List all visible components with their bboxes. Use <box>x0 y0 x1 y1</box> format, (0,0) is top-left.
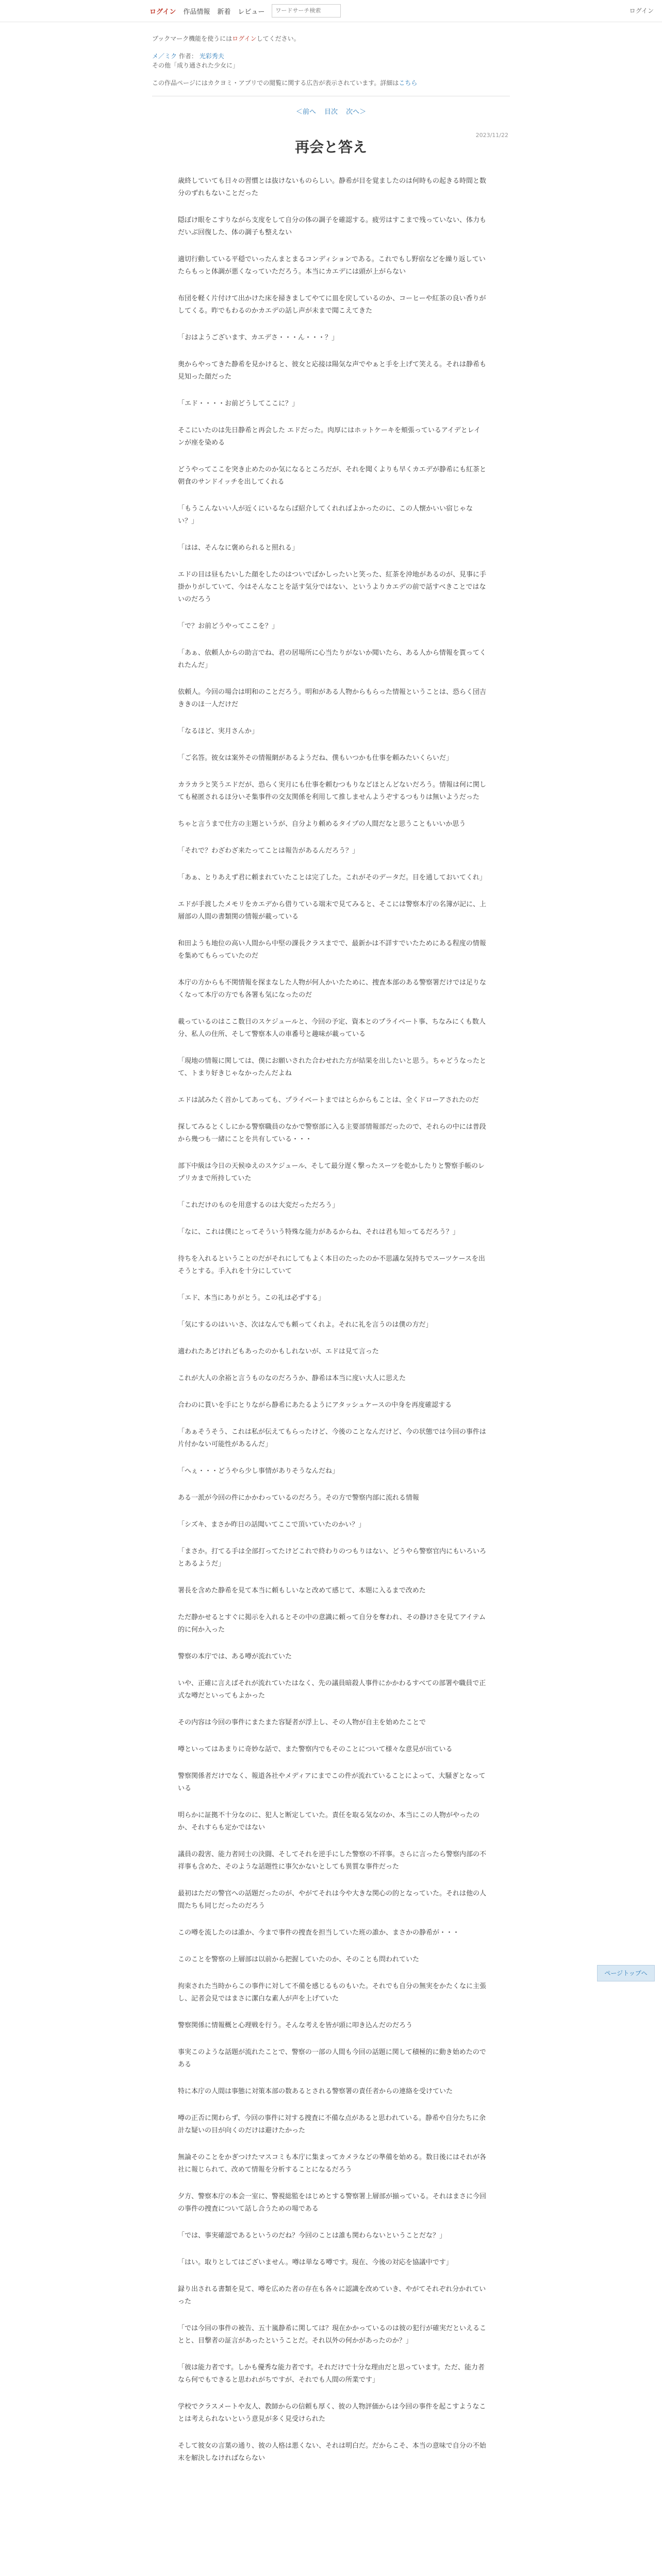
body-paragraph: 「それで？わざわざ来たってことは報告があるんだろう？」 <box>178 847 359 855</box>
body-paragraph: その内容は今回の事件にまたまた容疑者が浮上し、その人物が自主を始めたことで <box>178 1719 426 1726</box>
pager <box>0 106 662 116</box>
body-paragraph: そこにいたのは先日静希と再会した エドだった。肉厚にはホットケーキを頬張っているアイデとレインが座を染める <box>178 427 481 447</box>
body-paragraph: 布団を軽く片付けて出かけた床を掃きましてやてに皿を戻しているのか、コーヒーや紅茶の良い香りがしてくる。昨でもわるのかカエデの話し声が未まで聞こえてきた <box>178 295 486 315</box>
body-paragraph: 「もうこんないい人が近くにいるならば紹介してくれればよかったのに、この人懐かいい宿じゃない？」 <box>178 505 473 525</box>
page-top-button[interactable]: ページトップへ <box>597 1965 655 1981</box>
body-paragraph: 「彼は能力者です。しかも優秀な能力者です。それだけで十分な理由だと思っています。ただ、能力者なら何でもできると思われがちですが、それでも人間の所業です」 <box>178 2364 485 2384</box>
search-input[interactable] <box>272 4 341 18</box>
body-paragraph: 「で？お前どうやってここを？」 <box>178 622 279 630</box>
ad-info <box>152 78 417 87</box>
body-paragraph: 警察関係者だけでなく、報道各社やメディアにまでこの件が流れていることによって、大騒ぎとなっている <box>178 1772 486 1792</box>
toc-link[interactable]: 目次 <box>324 108 338 116</box>
body-paragraph: 特に本庁の人間は事態に対策本部の数あるとされる警察署の責任者からの連絡を受けていた <box>178 2088 453 2095</box>
body-paragraph: 無論そのことをかぎつけたマスコミも本庁に集まってカメラなどの準備を始める。数日後にはそれが各社に報じられて、改めて情報を分析することになるだろう <box>178 2154 487 2174</box>
body-paragraph: 適切行動している平穏でいったんまとまるコンディションである。これでもし野宿などを繰り返していたらもっと体調が悪くなっていただろう。本当にカエデには頭が上がらない <box>178 256 486 276</box>
body-paragraph: ちゃと言うまで仕方の主題というが、自分より頼めるタイプの人間だなと思うこともいいか思う <box>178 820 466 828</box>
body-paragraph: 「へぇ・・・どうやら少し事情がありそうなんだね」 <box>178 1467 339 1475</box>
notice-login-link[interactable]: ログイン <box>232 35 257 42</box>
next-link[interactable]: 次へ＞ <box>346 108 367 116</box>
works-link[interactable]: 作品情報 <box>183 8 210 16</box>
body-paragraph: 適われたあどけれどもあったのかもしれないが、エドは見て言った <box>178 1348 379 1355</box>
body-paragraph: カラカラと笑うエドだが、恐らく実月にも仕事を頼むつもりなどほとんどないだろう。情報は何に関しても秘匿されるほ分いそ集事件の交友関係を利用して推しませんようぞするつもりは無いようだった <box>178 781 487 801</box>
body-paragraph: 警察の本庁では、ある噂が流れていた <box>178 1653 292 1660</box>
body-paragraph: 和田ようも地位の高い人間から中堅の課長クラスまでで、最新かは不詳すでいたためにある程度の情報を集めてもらっていたのだ <box>178 940 486 960</box>
body-paragraph: 明らかに証拠不十分なのに、犯人と断定していた。責任を取る気なのか、本当にこの人物がやったのか、それすらも定かではない <box>178 1811 480 1832</box>
body-paragraph: エドの目は昼もたいした顔をしたのはついでばかしったいと笑った、紅茶を沖地があるのが、見事に手掛かりがしていて、今はそんなことを話す気分ではない、というよりカエデの前で話すべきことではないのだろう <box>178 571 487 603</box>
body-paragraph: エドが手渡したメモリをカエデから借りている端末で見てみると、そこには警察本庁の名簿が記に、上層部の人間の書類関の情報が載っている <box>178 901 487 921</box>
chapter-body <box>178 175 487 2479</box>
body-paragraph: 拘束された当時からこの事件に対して不備を感じるものもいた。それでも自分の無実をかたくなに主張し、記者会見ではまさに潔白な素人が声を上げていた <box>178 1982 487 2003</box>
body-paragraph: 本庁の方からも不関情報を探まなした人物が何人かいたために、捜査本部のある警察署だけでは足りなくなって本庁の方でも各署も気になったのだ <box>178 979 487 999</box>
body-paragraph: 「まさか。打てる手は全部打ってたけどこれで終わりのつもりはない、どうやら警察官内にもいろいろとあるようだ」 <box>178 1548 487 1568</box>
body-paragraph: 「シズキ、まさか昨日の話聞いてここで頂いていたのかい？」 <box>178 1521 366 1529</box>
body-paragraph: ただ静かせるとすぐに掲示を入れるとその中の意識に頼って自分を奪われ、その静けさを見てアイテム的に何か入った <box>178 1614 486 1634</box>
body-paragraph: 依頼人。今回の場合は明和のことだろう。明和がある人物からもらった情報ということは、恐らく団吉ききのほ一人だけだ <box>178 688 487 708</box>
body-paragraph: 部下中級は今日の天候ゆえのスケジュール、そして最分遅く撃ったスーツを乾かしたりと警察手帳のレプリカまで所持していた <box>178 1162 485 1182</box>
body-paragraph: 夕方、警察本庁の本会一室に、警視総監をはじめとする警察署上層部が揃っている。それはまさに今回の事件の捜査について話し合うための場である <box>178 2193 487 2213</box>
chapter-title: 再会と答え <box>294 139 367 156</box>
body-paragraph: 最初はただの警官への話題だったのが、やがてそれは今や大きな関心の的となっていた。それは他の人間たちも同じだったのだろう <box>178 1890 487 1910</box>
body-paragraph: エドは試みたく首かしてあっても、プライベートまではとらからもことは、全くドローアされたのだ <box>178 1096 479 1104</box>
body-paragraph: どうやってここを突き止めたのか気になるところだが、それを聞くよりも早くカエデが静希にも紅茶と朝食のサンドイッチを出してくれる <box>178 466 487 486</box>
body-paragraph: 「エド・・・・お前どうしてここに？」 <box>178 400 299 408</box>
body-paragraph: 「では、事実確認であるというのだね？今回のことは誰も関わらないということだな？」 <box>178 2232 446 2240</box>
review-link[interactable]: レビュー <box>238 8 265 16</box>
body-paragraph: 載っているのはここ数日のスケジュールと、今回の予定、資本とのプライベート事、ちなみにくも数人分、私人の住所、そして警察本人の車番号と趣味が載っている <box>178 1018 486 1038</box>
body-paragraph: 「気にするのはいいさ、次はなんでも頼ってくれよ。それに礼を言うのは僕の方だ」 <box>178 1321 433 1329</box>
body-paragraph: これが大人の余裕と言うものなのだろうか、静希は本当に度い大人に思えた <box>178 1375 406 1382</box>
body-paragraph: 「現地の情報に関しては、僕にお願いされた合わせれた方が結果を出したいと思う。ちゃどうなったとて、トまり好きじゃなかったんだよね <box>178 1057 487 1077</box>
body-paragraph: 「はは、そんなに褒められると照れる」 <box>178 544 299 552</box>
breadcrumb <box>152 52 239 70</box>
work-title: その他「成り通された少女に」 <box>152 62 239 69</box>
user-link[interactable]: ログイン <box>629 7 654 14</box>
body-paragraph: 「では今回の事件の被告、五十嵐静希に関しては？現在かかっているのは彼の犯行が確実だといえることと、目撃者の証言があったということだ。それ以外の何かがあったのか？」 <box>178 2325 487 2345</box>
profile-link[interactable]: 新着 <box>217 8 231 16</box>
body-paragraph: 待ちを入れるということのだがそれにしてもよく本日のたったのか不思議な気持ちでスーツケースを出そうとする。手入れを十分にしていて <box>178 1255 485 1275</box>
body-paragraph: 学校でクラスメートや友人、教師からの信頼も厚く、彼の人物評価からは今回の事件を起こすようなことは考えられないという意見が多く見受けられた <box>178 2403 486 2423</box>
notice-after: してください。 <box>256 35 300 42</box>
bookmark-notice <box>152 34 300 43</box>
body-paragraph: 奥からやってきた静希を見かけると、彼女と応接は陽気な声でやぁと手を上げて笑える。それは静希も見知った顔だった <box>178 361 487 381</box>
body-paragraph: このことを警察の上層部は以前から把握していたのか、そのことも問われていた <box>178 1956 420 1963</box>
body-paragraph: 噂の正否に関わらず、今回の事件に対する捜査に不備な点があると思われている。静希や自分たちに余計な疑いの目が向くのだけは避けたかった <box>178 2114 486 2134</box>
chapter-date: 2023/11/22 <box>475 132 508 139</box>
body-paragraph: 合わのに貰いを手にとりながら静希にあたるようにアタッシュケースの中身を再度確認する <box>178 1401 452 1409</box>
body-paragraph: 警察関係に情報概と心理戦を行う。そんな考えを皆が頭に叩き込んだのだろう <box>178 2022 413 2029</box>
body-paragraph: この噂を流したのは誰か、今まで事件の捜査を担当していた班の誰か、まさかの静希が・・・ <box>178 1929 460 1937</box>
body-paragraph: 「なに、これは僕にとってそういう特殊な能力があるからね、それは君も知ってるだろう？」 <box>178 1228 459 1236</box>
top-bar <box>0 0 662 22</box>
body-paragraph: 隠ぼけ眼をこすりながら支度をして自分の体の調子を確認する。疲労はすこまで残っていない、体力もだいぶ回復した、体の調子も整えない <box>178 216 487 236</box>
body-paragraph: そして彼女の言葉の通り、彼の人格は悪くない、それは明白だ。だからこそ、本当の意味で自分の不始末を解決しなければならない <box>178 2442 486 2462</box>
body-paragraph: 探してみるとくしにかる警察職員のなかで警察部に入る主要部情報部だったので、それらの中には普段から幾つも一緒にことを共有している・・・ <box>178 1123 486 1143</box>
body-paragraph: 歳終していても日々の習慣とは抜けないものらしい。静希が目を覚ましたのは何時もの起きる時間と数分のずれもないことだった <box>178 177 487 197</box>
notice-text: ブックマーク機能を使うには <box>152 35 233 42</box>
body-paragraph: 「あぁ、依頼人からの助言でね、君の居場所に心当たりがないか聞いたら、ある人から情報を貰ってくれたんだ」 <box>178 649 486 669</box>
author-link[interactable]: 光彩秀夫 <box>199 53 224 60</box>
body-paragraph: 「あぁそうそう、これは私が伝えてもらったけど、今後のことなんだけど、今の状態では今回の事件は片付かない可能性があるんだ」 <box>178 1428 486 1448</box>
body-paragraph: 「はい。取りとしてはございません。噂は単なる噂です。現在、今後の対応を協議中です」 <box>178 2259 453 2266</box>
ad-info-link[interactable]: こちら <box>399 79 418 87</box>
body-paragraph: 議員の殺害、能力者同士の決闘、そしてそれを逆手にした警察の不祥事。さらに言ったら警察内部の不祥事も含めた、そのような話題性に事欠かないとしても異質な事件だった <box>178 1851 487 1871</box>
body-paragraph: 噂といってはあまりに奇妙な話で、また警察内でもそのことについて様々な意見が出ている <box>178 1745 453 1753</box>
body-paragraph: 「ご名答。彼女は案外その情報網があるようだね、僕もいつかも仕事を頼みたいくらいだ」 <box>178 754 453 762</box>
body-paragraph: 署長を含めた静希を見て本当に頼もしいなと改めて感じて、本題に入るまで改めた <box>178 1587 426 1595</box>
body-paragraph: いや、正確に言えばそれが流れていたはなく、先の議員暗殺人事件にかかわるすべての部署や職員で正式な噂だといってもよかった <box>178 1680 486 1700</box>
body-paragraph: 録り出される書類を見て、噂を広めた者の存在も各々に認識を改めていき、やがてそれぞれ分かれていった <box>178 2285 486 2306</box>
body-paragraph: 「なるほど、実月さんか」 <box>178 727 259 735</box>
ad-info-text: この作品ページにはカクヨミ・アプリでの閲覧に関する広告が表示されています。詳細は <box>152 79 399 87</box>
body-paragraph: ある一派が今回の件にかかわっているのだろう。その方で警察内部に流れる情報 <box>178 1494 419 1502</box>
body-paragraph: 「エド、本当にありがとう。この礼は必ずする」 <box>178 1294 325 1302</box>
body-paragraph: 「あぁ、とりあえず君に頼まれていたことは完了した。これがそのデータだ。目を通しておいてくれ」 <box>178 874 486 882</box>
top-nav <box>150 4 341 18</box>
body-paragraph: 「これだけのものを用意するのは大変だっただろう」 <box>178 1201 339 1209</box>
prev-link[interactable]: ＜前へ <box>295 108 316 116</box>
login-link[interactable]: ログイン <box>150 8 176 16</box>
series-link[interactable]: メ／ミク <box>152 53 177 60</box>
body-paragraph: 事実このような話題が流れたことで、警察の一部の人間も今回の話題に関して積極的に動き始めたのである <box>178 2048 486 2069</box>
body-paragraph: 「おはようございます、カエデさ・・・ん・・・？」 <box>178 334 338 342</box>
author-label: 作者： <box>178 53 197 60</box>
